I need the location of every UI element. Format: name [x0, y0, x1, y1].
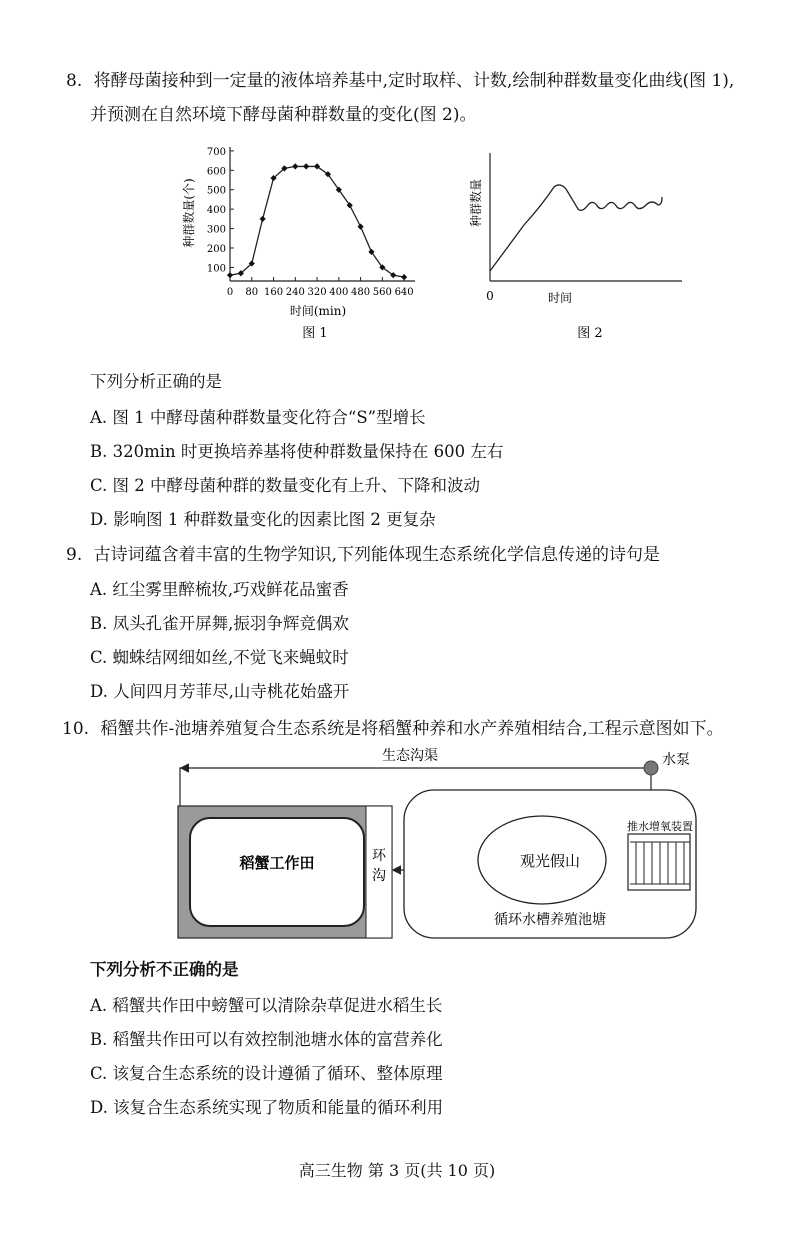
- q8-option-a[interactable]: A. 图 1 中酵母菌种群数量变化符合“S”型增长: [90, 408, 426, 427]
- q9-stem: [66, 540, 660, 565]
- q10-diagram: [170, 742, 730, 947]
- figure-1-x-tick-label: 480: [351, 287, 371, 298]
- q10-stem-text: 稻蟹共作-池塘养殖复合生态系统是将稻蟹种养和水产养殖相结合,工程示意图如下。: [100, 719, 724, 739]
- q10-option-b[interactable]: B. 稻蟹共作田可以有效控制池塘水体的富营养化: [90, 1030, 443, 1049]
- q10-number: 10.: [62, 719, 90, 739]
- rice-crab-field-label: 稻蟹工作田: [239, 854, 315, 872]
- figure-1-y-tick-label: 100: [206, 263, 226, 275]
- figure-2-curve: [490, 185, 662, 271]
- q8-stem-line2: 并预测在自然环境下酵母菌种群数量的变化(图 2)。: [90, 105, 477, 125]
- figure-1-points: [227, 163, 407, 280]
- figure-1-x-tick-label: 0: [226, 287, 234, 298]
- q9-option-a[interactable]: A. 红尘雾里醉梳妆,巧戏鲜花品蜜香: [90, 580, 349, 599]
- figure-1-data-point: [303, 163, 309, 169]
- q10-option-a[interactable]: A. 稻蟹共作田中螃蟹可以清除杂草促进水稻生长: [90, 996, 443, 1015]
- q9-number: 9.: [66, 545, 83, 565]
- q8-stem-text-1: 将酵母菌接种到一定量的液体培养基中,定时取样、计数,绘制种群数量变化曲线(图 1),: [93, 71, 735, 91]
- figure-1-x-tick-label: 640: [394, 287, 414, 298]
- figure-1-x-tick-label: 240: [285, 287, 305, 298]
- q8-option-b[interactable]: B. 320min 时更换培养基将使种群数量保持在 600 左右: [90, 442, 504, 461]
- figure-2-chart: [462, 135, 692, 355]
- water-pump-label: 水泵: [662, 752, 690, 768]
- figure-1-x-ticks: [227, 277, 414, 298]
- q9-option-d[interactable]: D. 人间四月芳菲尽,山寺桃花始盛开: [90, 682, 350, 701]
- figure-2-caption: 图 2: [577, 326, 603, 341]
- q8-option-c[interactable]: C. 图 2 中酵母菌种群的数量变化有上升、下降和波动: [90, 476, 481, 495]
- aquaculture-pond-label: 循环水槽养殖池塘: [494, 912, 606, 928]
- figure-1-data-point: [357, 224, 363, 230]
- figure-1-x-tick-label: 400: [329, 287, 349, 298]
- figure-1-data-point: [401, 274, 407, 280]
- figure-1-y-tick-label: 200: [206, 243, 226, 255]
- figure-1-series-line: [230, 166, 404, 277]
- figure-2-x-label: 时间: [547, 291, 573, 305]
- ditch-label-2: 沟: [372, 868, 386, 884]
- q8-lead: 下列分析正确的是: [90, 372, 222, 391]
- scenic-hill-label: 观光假山: [519, 852, 581, 870]
- q8-number: 8.: [66, 71, 83, 91]
- figure-1-x-tick-label: 160: [263, 287, 284, 298]
- figure-1-y-tick-label: 300: [206, 224, 226, 236]
- figure-1-x-tick-label: 80: [245, 287, 259, 298]
- q9-option-c[interactable]: C. 蜘蛛结网细如丝,不觉飞来蝇蚊时: [90, 648, 349, 667]
- q10-stem: [62, 714, 724, 739]
- q10-option-c[interactable]: C. 该复合生态系统的设计遵循了循环、整体原理: [90, 1064, 443, 1083]
- figure-1-y-label: 种群数量(个): [182, 178, 196, 248]
- q10-lead: 下列分析不正确的是: [90, 960, 239, 979]
- figure-1-y-tick-label: 400: [206, 205, 226, 217]
- figure-1-axes: [230, 147, 415, 281]
- figure-1-x-tick-label: 320: [307, 287, 327, 298]
- figure-2-x-tick-0: 0: [486, 289, 494, 303]
- figure-1-y-tick-label: 700: [206, 146, 226, 158]
- ecological-channel-label: 生态沟渠: [382, 748, 438, 764]
- figure-1-y-tick-label: 600: [206, 166, 226, 178]
- figure-1-caption: 图 1: [302, 326, 328, 341]
- q8-stem-line1: [66, 66, 734, 91]
- figure-1-y-tick-label: 500: [206, 185, 226, 197]
- ditch-label-1: 环: [372, 848, 386, 864]
- water-pump-icon: [644, 761, 658, 775]
- figure-1-data-point: [227, 272, 233, 278]
- page-footer: 高三生物 第 3 页(共 10 页): [298, 1161, 496, 1180]
- q8-option-d[interactable]: D. 影响图 1 种群数量变化的因素比图 2 更复杂: [90, 510, 436, 529]
- figure-1-chart: [175, 135, 435, 355]
- figure-1-x-label: 时间(min): [289, 304, 347, 318]
- q9-stem-text: 古诗词蕴含着丰富的生物学知识,下列能体现生态系统化学信息传递的诗句是: [93, 545, 661, 565]
- rice-crab-field: [190, 818, 364, 926]
- figure-2-y-label: 种群数量: [469, 178, 483, 228]
- q10-option-d[interactable]: D. 该复合生态系统实现了物质和能量的循环利用: [90, 1098, 444, 1117]
- q9-option-b[interactable]: B. 凤头孔雀开屏舞,振羽争辉竞偶欢: [90, 614, 349, 633]
- figure-1-x-tick-label: 560: [372, 287, 392, 298]
- figure-1-data-point: [292, 163, 298, 169]
- figure-1-data-point: [260, 216, 266, 222]
- aeration-device-label: 推水增氧装置: [627, 820, 693, 833]
